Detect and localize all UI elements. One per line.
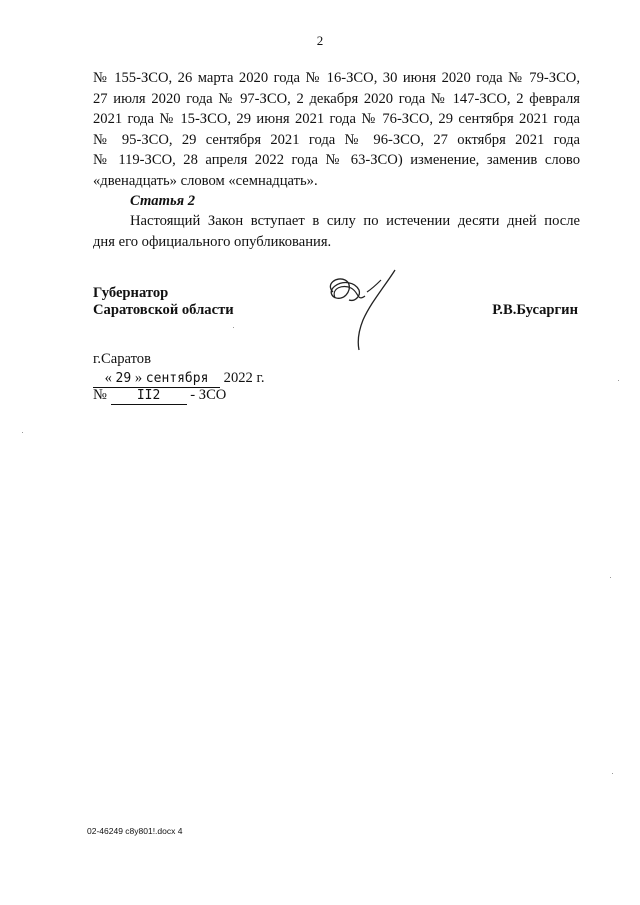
text-line: № 95-ЗСО, 29 сентября 2021 года № 96-ЗСО, 27 октября 2021 года [93, 131, 580, 148]
amendment-paragraph [93, 68, 580, 191]
date-month: сентября [145, 371, 209, 386]
number-value: II2 [136, 388, 161, 403]
text-line: Настоящий Закон вступает в силу по истечении десяти дней после [130, 213, 580, 229]
text-line: № 119-ЗСО, 28 апреля 2022 года № 63-ЗСО) изменение, заменив слово [93, 152, 580, 168]
date-field: « 29 » сентября [93, 370, 220, 388]
number-suffix: - ЗСО [190, 387, 227, 403]
document-footer: 02-46249 c8y801!.docx 4 [87, 826, 183, 836]
date-year: 2022 г. [223, 370, 265, 386]
number-field [111, 387, 187, 405]
signatory-region: Саратовской области [93, 302, 234, 318]
law-number: № II2 - ЗСО [93, 387, 227, 403]
article-heading: Статья 2 [130, 193, 196, 209]
place-of-signing: г.Саратов [93, 351, 151, 367]
scan-speck [618, 380, 619, 381]
scan-speck [610, 577, 611, 578]
text-line: «двенадцать» словом «семнадцать». [93, 172, 318, 189]
signatory-name: Р.В.Бусаргин [492, 302, 578, 318]
scan-speck [22, 432, 23, 433]
signatory-title: Губернатор [93, 285, 169, 301]
text-line: 27 июля 2020 года № 97-ЗСО, 2 декабря 2020 года № 147-ЗСО, 2 февраля [93, 90, 580, 107]
text-line: 2021 года № 15-ЗСО, 29 июня 2021 года № 76-ЗСО, 29 сентября 2021 года [93, 111, 580, 127]
scan-speck [612, 773, 613, 774]
date-day: 29 [115, 371, 132, 386]
handwritten-signature [315, 262, 410, 357]
text-line: дня его официального опубликования. [93, 233, 332, 250]
page-number: 2 [316, 33, 324, 48]
text-line: № 155-ЗСО, 26 марта 2020 года № 16-ЗСО, 30 июня 2020 года № 79-ЗСО, [93, 70, 580, 86]
date-of-signing [93, 370, 264, 388]
scan-speck [233, 327, 234, 328]
article-body [93, 211, 580, 252]
